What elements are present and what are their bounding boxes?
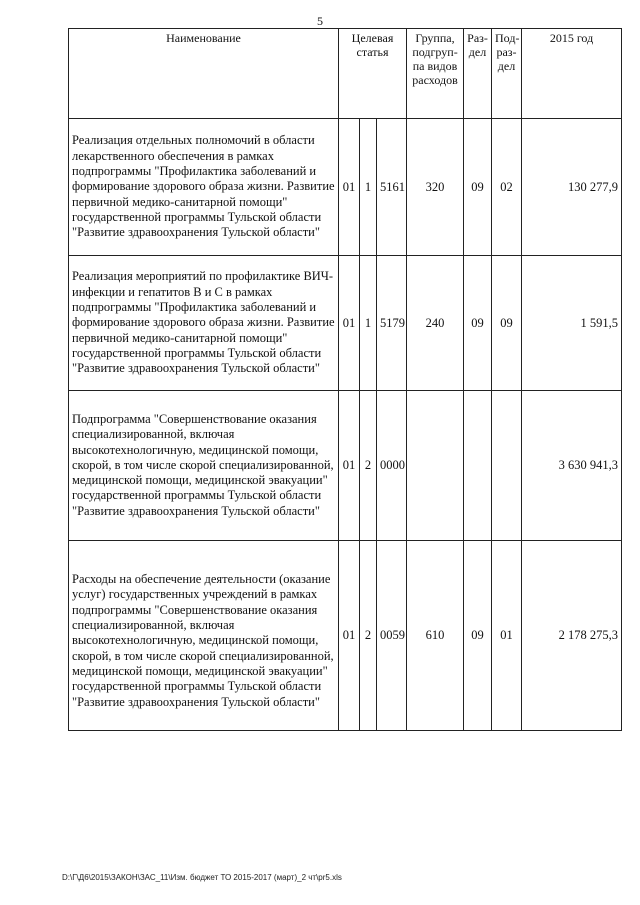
row-subsection <box>492 391 522 541</box>
row-code-3: 5161 <box>377 119 407 256</box>
row-subsection: 09 <box>492 256 522 391</box>
row-code-3: 0000 <box>377 391 407 541</box>
table-row <box>69 119 622 256</box>
row-code-2: 2 <box>360 391 377 541</box>
row-code-1: 01 <box>339 119 360 256</box>
header-group: Группа, подгруп-па видов расходов <box>407 29 464 119</box>
header-name: Наименование <box>69 29 339 119</box>
table-row <box>69 391 622 541</box>
row-name: Подпрограмма "Совершенствование оказания специализированной, включая высокотехнологичную, медицинской помощи, скорой, в том числе скорой специализированной, медицинской помощи, медицинской эвакуации" государственной программы Тульской области "Развитие здравоохранения Тульской области" <box>69 391 339 541</box>
row-code-1: 01 <box>339 391 360 541</box>
row-subsection: 01 <box>492 541 522 731</box>
page-number: 5 <box>317 14 323 28</box>
file-path-footer: D:\Г\Д6\2015\ЗАКОН\ЗАС_11\Изм. бюджет ТО 2015-2017 (март)_2 чт\pr5.xls <box>62 873 342 882</box>
row-code-2: 2 <box>360 541 377 731</box>
header-row <box>69 29 622 119</box>
row-amount: 130 277,9 <box>522 119 622 256</box>
header-year: 2015 год <box>522 29 622 119</box>
row-amount: 3 630 941,3 <box>522 391 622 541</box>
row-code-2: 1 <box>360 256 377 391</box>
row-group: 240 <box>407 256 464 391</box>
header-subsection: Под-раз-дел <box>492 29 522 119</box>
row-amount: 1 591,5 <box>522 256 622 391</box>
row-section: 09 <box>464 541 492 731</box>
row-subsection: 02 <box>492 119 522 256</box>
row-name: Расходы на обеспечение деятельности (оказание услуг) государственных учреждений в рамках подпрограммы "Совершенствование оказания специализированной, включая высокотехнологичную, медицинской помощи, скорой, в том числе скорой специализированной, медицинской помощи, медицинской эвакуации" государственной программы Тульской области "Развитие здравоохранения Тульской области" <box>69 541 339 731</box>
row-group: 610 <box>407 541 464 731</box>
row-code-1: 01 <box>339 541 360 731</box>
header-section: Раз-дел <box>464 29 492 119</box>
row-code-1: 01 <box>339 256 360 391</box>
row-group: 320 <box>407 119 464 256</box>
budget-table <box>68 28 622 731</box>
row-amount: 2 178 275,3 <box>522 541 622 731</box>
row-name: Реализация мероприятий по профилактике ВИЧ-инфекции и гепатитов В и С в рамках подпрограммы "Профилактика заболеваний и формирование здорового образа жизни. Развитие первичной медико-санитарной помощи" государственной программы Тульской области "Развитие здравоохранения Тульской области" <box>69 256 339 391</box>
row-code-2: 1 <box>360 119 377 256</box>
header-target: Целевая статья <box>339 29 407 119</box>
table-row <box>69 541 622 731</box>
row-section: 09 <box>464 256 492 391</box>
row-section: 09 <box>464 119 492 256</box>
row-code-3: 5179 <box>377 256 407 391</box>
row-group <box>407 391 464 541</box>
table-row <box>69 256 622 391</box>
row-code-3: 0059 <box>377 541 407 731</box>
row-section <box>464 391 492 541</box>
row-name: Реализация отдельных полномочий в области лекарственного обеспечения в рамках подпрограммы "Профилактика заболеваний и формирование здорового образа жизни. Развитие первичной медико-санитарной помощи" государственной программы Тульской области "Развитие здравоохранения Тульской области" <box>69 119 339 256</box>
